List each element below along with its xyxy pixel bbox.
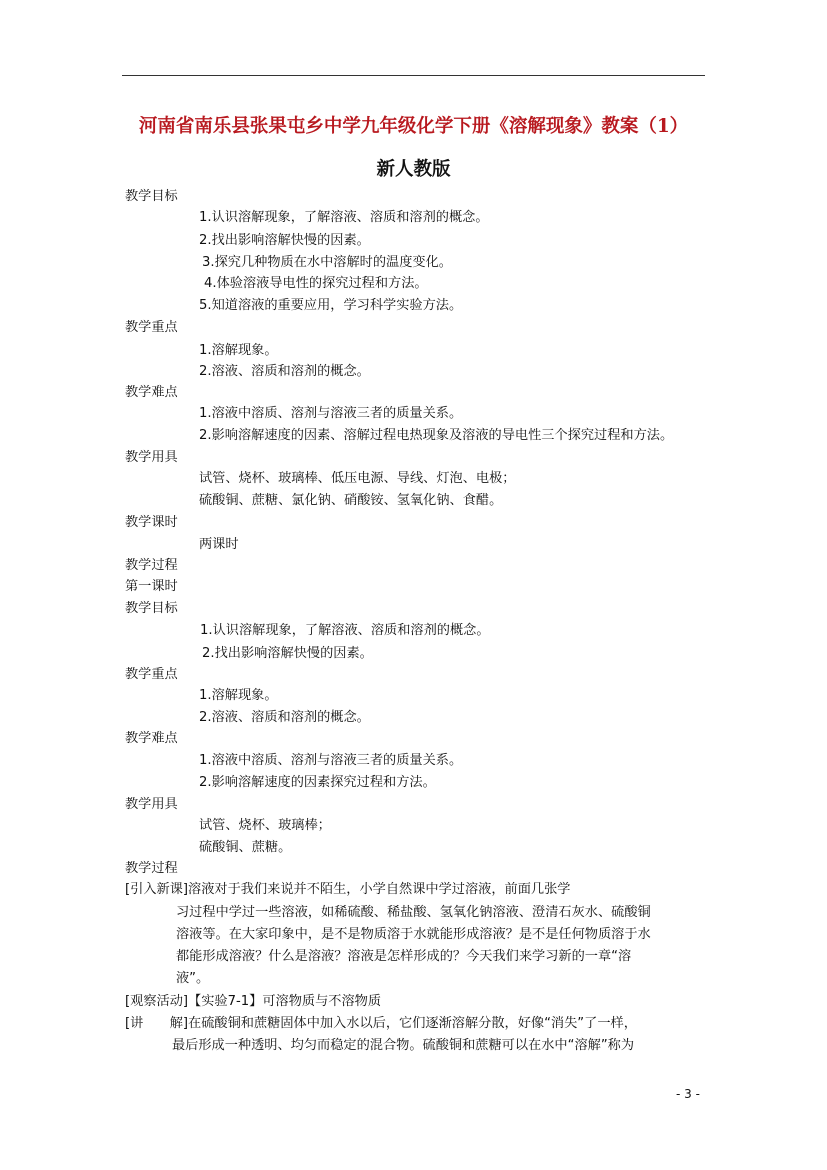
- list-item: 1.认识溶解现象，了解溶液、溶质和溶剂的概念。: [199, 210, 489, 225]
- section-heading: 教学用具: [125, 450, 178, 465]
- body-paragraph-line: [观察活动]【实验7-1】可溶物质与不溶物质: [125, 994, 382, 1009]
- list-item: 4.体验溶液导电性的探究过程和方法。: [204, 276, 428, 291]
- list-item: 2.溶液、溶质和溶剂的概念。: [199, 710, 370, 725]
- page-title: 河南省南乐县张果屯乡中学九年级化学下册《溶解现象》教案（1）: [138, 116, 689, 137]
- section-heading: 教学难点: [125, 385, 178, 400]
- section-heading: 教学重点: [125, 667, 178, 682]
- section-heading: 教学难点: [125, 731, 178, 746]
- section-heading: 教学目标: [125, 189, 178, 204]
- section-heading: 第一课时: [125, 579, 178, 594]
- page-subtitle: 新人教版: [376, 159, 451, 180]
- body-paragraph-line: 习过程中学过一些溶液，如稀硫酸、稀盐酸、氢氧化钠溶液、澄清石灰水、硫酸铜: [176, 905, 651, 920]
- page-number: - 3 -: [676, 1087, 700, 1101]
- list-item: 2.影响溶解速度的因素、溶解过程电热现象及溶液的导电性三个探究过程和方法。: [199, 428, 674, 443]
- body-paragraph-line: 最后形成一种透明、均匀而稳定的混合物。硫酸铜和蔗糖可以在水中“溶解”称为: [172, 1038, 635, 1053]
- section-heading: 教学用具: [125, 797, 178, 812]
- section-heading: 教学过程: [125, 861, 178, 876]
- list-item: 两课时: [199, 537, 239, 552]
- section-heading: 教学课时: [125, 515, 178, 530]
- list-item: 1.认识溶解现象，了解溶液、溶质和溶剂的概念。: [200, 623, 490, 638]
- body-paragraph-line: [讲 解]在硫酸铜和蔗糖固体中加入水以后，它们逐渐溶解分散，好像“消失”了一样，: [125, 1016, 637, 1031]
- body-paragraph-line: 液”。: [176, 971, 210, 986]
- list-item: 1.溶解现象。: [199, 688, 278, 703]
- body-paragraph-line: [引入新课]溶液对于我们来说并不陌生，小学自然课中学过溶液，前面几张学: [125, 882, 571, 897]
- list-item: 1.溶液中溶质、溶剂与溶液三者的质量关系。: [199, 753, 463, 768]
- list-item: 2.找出影响溶解快慢的因素。: [202, 646, 373, 661]
- body-paragraph-line: 都能形成溶液？什么是溶液？溶液是怎样形成的？今天我们来学习新的一章“溶: [176, 949, 632, 964]
- body-paragraph-line: 溶液等。在大家印象中，是不是物质溶于水就能形成溶液？是不是任何物质溶于水: [176, 927, 651, 942]
- section-heading: 教学过程: [125, 558, 178, 573]
- list-item: 2.影响溶解速度的因素探究过程和方法。: [199, 775, 436, 790]
- list-item: 2.溶液、溶质和溶剂的概念。: [199, 364, 370, 379]
- section-heading: 教学目标: [125, 601, 178, 616]
- list-item: 5.知道溶液的重要应用，学习科学实验方法。: [199, 298, 463, 313]
- list-item: 试管、烧杯、玻璃棒、低压电源、导线、灯泡、电极；: [199, 471, 516, 486]
- list-item: 硫酸铜、蔗糖、氯化钠、硝酸铵、氢氧化钠、食醋。: [199, 493, 503, 508]
- list-item: 2.找出影响溶解快慢的因素。: [199, 233, 370, 248]
- list-item: 1.溶解现象。: [199, 343, 278, 358]
- list-item: 1.溶液中溶质、溶剂与溶液三者的质量关系。: [199, 406, 463, 421]
- list-item: 试管、烧杯、玻璃棒；: [199, 818, 331, 833]
- list-item: 3.探究几种物质在水中溶解时的温度变化。: [202, 255, 452, 270]
- section-heading: 教学重点: [125, 320, 178, 335]
- list-item: 硫酸铜、蔗糖。: [199, 840, 292, 855]
- header-rule: [122, 75, 705, 76]
